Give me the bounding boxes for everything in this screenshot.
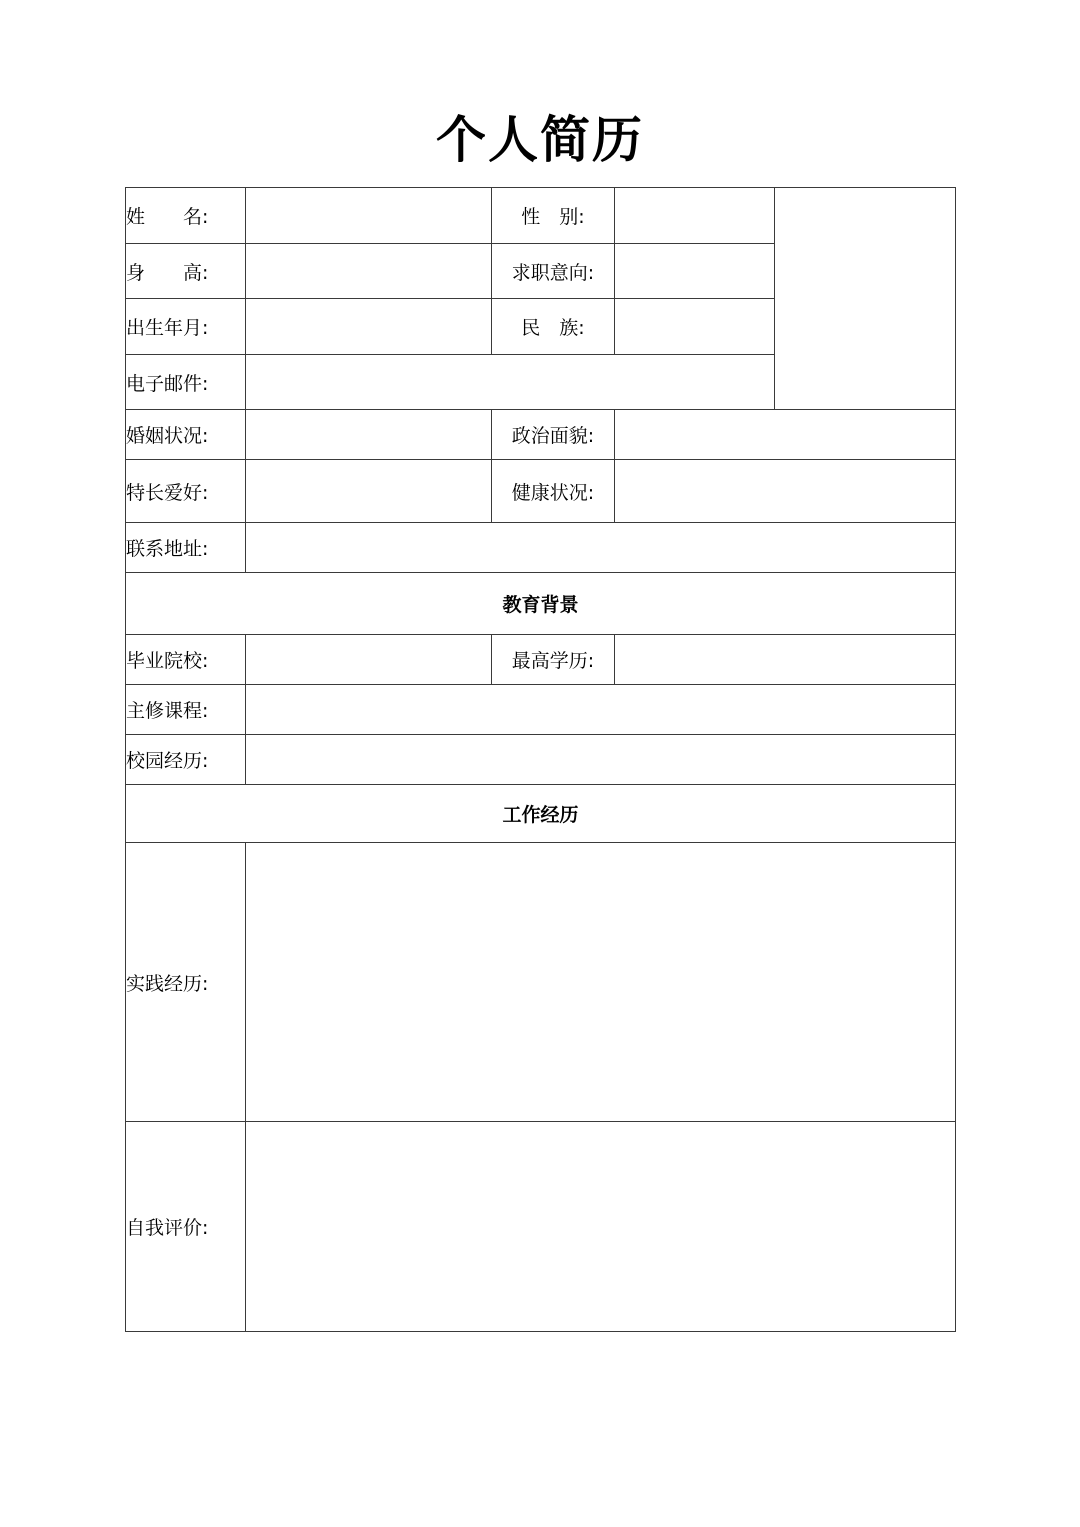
courses-label: 主修课程: bbox=[126, 685, 246, 735]
resume-table bbox=[125, 187, 956, 1332]
school-field[interactable] bbox=[246, 635, 492, 685]
ethnicity-label: 民 族: bbox=[492, 299, 615, 355]
marital-label: 婚姻状况: bbox=[126, 410, 246, 460]
name-label: 姓 名: bbox=[126, 188, 246, 244]
health-label: 健康状况: bbox=[492, 460, 615, 523]
school-label: 毕业院校: bbox=[126, 635, 246, 685]
practice-label: 实践经历: bbox=[126, 843, 246, 1122]
gender-field[interactable] bbox=[615, 188, 775, 244]
self-eval-label: 自我评价: bbox=[126, 1122, 246, 1332]
height-field[interactable] bbox=[246, 244, 492, 299]
campus-label: 校园经历: bbox=[126, 735, 246, 785]
birth-field[interactable] bbox=[246, 299, 492, 355]
ethnicity-field[interactable] bbox=[615, 299, 775, 355]
hobbies-field[interactable] bbox=[246, 460, 492, 523]
education-section-title: 教育背景 bbox=[126, 573, 956, 635]
hobbies-label: 特长爱好: bbox=[126, 460, 246, 523]
degree-field[interactable] bbox=[615, 635, 956, 685]
photo-box[interactable] bbox=[775, 188, 956, 410]
political-field[interactable] bbox=[615, 410, 956, 460]
job-intention-field[interactable] bbox=[615, 244, 775, 299]
gender-label: 性 别: bbox=[492, 188, 615, 244]
health-field[interactable] bbox=[615, 460, 956, 523]
self-eval-field[interactable] bbox=[246, 1122, 956, 1332]
name-field[interactable] bbox=[246, 188, 492, 244]
email-label: 电子邮件: bbox=[126, 355, 246, 410]
address-label: 联系地址: bbox=[126, 523, 246, 573]
practice-field[interactable] bbox=[246, 843, 956, 1122]
campus-field[interactable] bbox=[246, 735, 956, 785]
courses-field[interactable] bbox=[246, 685, 956, 735]
political-label: 政治面貌: bbox=[492, 410, 615, 460]
marital-field[interactable] bbox=[246, 410, 492, 460]
birth-label: 出生年月: bbox=[126, 299, 246, 355]
degree-label: 最高学历: bbox=[492, 635, 615, 685]
email-field[interactable] bbox=[246, 355, 775, 410]
height-label: 身 高: bbox=[126, 244, 246, 299]
job-intention-label: 求职意向: bbox=[492, 244, 615, 299]
address-field[interactable] bbox=[246, 523, 956, 573]
work-section-title: 工作经历 bbox=[126, 785, 956, 843]
page-title: 个人简历 bbox=[436, 111, 644, 169]
